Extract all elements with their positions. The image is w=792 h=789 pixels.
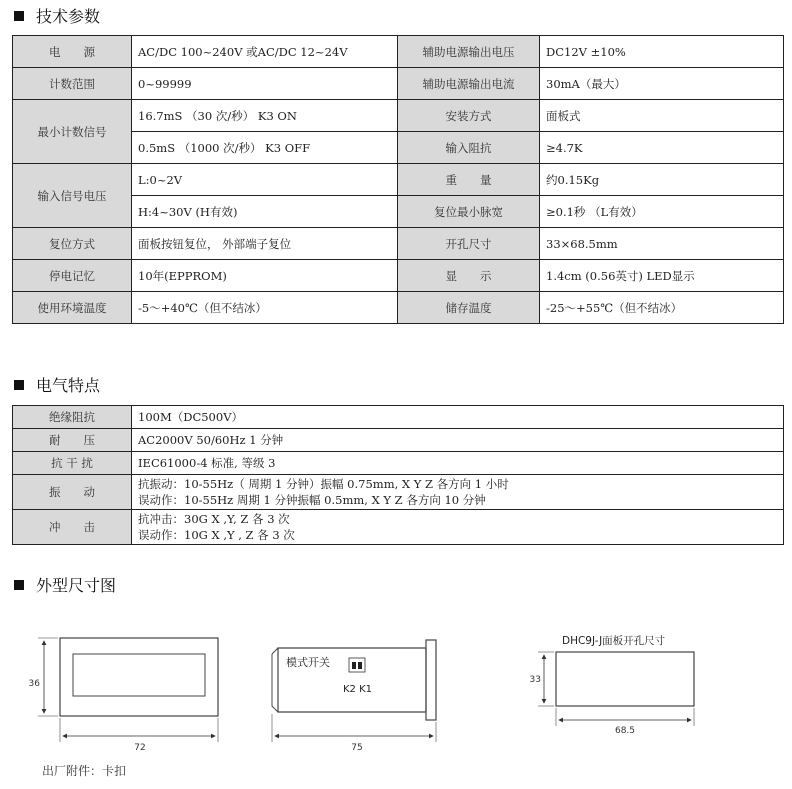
front-height-label: 36 xyxy=(28,679,40,689)
spec-value: -5～+40℃（但不结冰） xyxy=(132,292,398,324)
spec-label: 储存温度 xyxy=(398,292,540,324)
spec-value xyxy=(132,510,784,545)
table-row xyxy=(13,164,784,196)
section-title-text: 技术参数 xyxy=(36,7,101,26)
spec-value: 16.7mS （30 次/秒） K3 ON xyxy=(132,100,398,132)
tech-spec-table xyxy=(12,35,784,324)
spec-value: DC12V ±10% xyxy=(540,36,784,68)
spec-label: 显 示 xyxy=(398,260,540,292)
spec-value: AC2000V 50/60Hz 1 分钟 xyxy=(132,429,784,452)
section-title-tech xyxy=(14,4,100,27)
spec-value: ≥4.7K xyxy=(540,132,784,164)
mode-switch-icon xyxy=(349,658,365,672)
side-width-label: 75 xyxy=(351,743,363,753)
mode-switch-label: 模式开关 xyxy=(286,656,330,669)
shock-line-2: 误动作：10G X ,Y , Z 各 3 次 xyxy=(138,528,295,542)
cutout-outline xyxy=(556,652,694,706)
spec-label: 开孔尺寸 xyxy=(398,228,540,260)
spec-value: H:4~30V (H有效) xyxy=(132,196,398,228)
spec-label: 使用环境温度 xyxy=(13,292,132,324)
spec-label: 辅助电源输出电压 xyxy=(398,36,540,68)
spec-value: 1.4cm (0.56英寸) LED显示 xyxy=(540,260,784,292)
front-outline xyxy=(60,638,218,716)
side-front-flange xyxy=(426,640,436,720)
spec-value: IEC61000-4 标准, 等级 3 xyxy=(132,452,784,475)
spec-label: 辅助电源输出电流 xyxy=(398,68,540,100)
side-view-drawing xyxy=(272,640,436,753)
dimension-drawings xyxy=(0,610,792,760)
spec-label: 振 动 xyxy=(13,475,132,510)
section-title-text: 外型尺寸图 xyxy=(36,576,117,595)
spec-value: 0.5mS （1000 次/秒） K3 OFF xyxy=(132,132,398,164)
section-title-elec xyxy=(14,373,100,396)
spec-label: 停电记忆 xyxy=(13,260,132,292)
spec-value: 约0.15Kg xyxy=(540,164,784,196)
spec-value: -25～+55℃（但不结冰） xyxy=(540,292,784,324)
spec-label: 冲 击 xyxy=(13,510,132,545)
section-title-dims xyxy=(14,573,116,596)
table-row xyxy=(13,452,784,475)
spec-value xyxy=(132,475,784,510)
switch-ids-label: K2 K1 xyxy=(343,684,373,695)
spec-value: AC/DC 100~240V 或AC/DC 12~24V xyxy=(132,36,398,68)
table-row xyxy=(13,292,784,324)
front-display-window xyxy=(73,654,205,696)
spec-label: 耐 压 xyxy=(13,429,132,452)
table-row xyxy=(13,475,784,510)
table-row xyxy=(13,36,784,68)
spec-label: 最小计数信号 xyxy=(13,100,132,164)
spec-value: 100M（DC500V） xyxy=(132,406,784,429)
spec-label: 复位最小脉宽 xyxy=(398,196,540,228)
table-row xyxy=(13,429,784,452)
table-row xyxy=(13,510,784,545)
table-row xyxy=(13,228,784,260)
cutout-width-label: 68.5 xyxy=(614,726,636,736)
spec-value: ≥0.1秒 （L有效） xyxy=(540,196,784,228)
spec-value: 面板按钮复位， 外部端子复位 xyxy=(132,228,398,260)
square-bullet-icon xyxy=(14,380,24,390)
table-row xyxy=(13,406,784,429)
spec-value: 10年(EPPROM) xyxy=(132,260,398,292)
spec-label: 输入阻抗 xyxy=(398,132,540,164)
spec-label: 电 源 xyxy=(13,36,132,68)
section-title-text: 电气特点 xyxy=(36,376,101,395)
square-bullet-icon xyxy=(14,11,24,21)
electrical-table xyxy=(12,405,784,545)
front-view-drawing xyxy=(29,638,218,753)
spec-value: 30mA（最大） xyxy=(540,68,784,100)
spec-label: 安装方式 xyxy=(398,100,540,132)
cutout-view-drawing xyxy=(530,634,694,736)
table-row xyxy=(13,100,784,132)
spec-value: 0~99999 xyxy=(132,68,398,100)
spec-value: 面板式 xyxy=(540,100,784,132)
vibration-line-1: 抗振动：10-55Hz（ 周期 1 分钟）振幅 0.75mm, X Y Z 各方向 1 小时 xyxy=(138,477,509,491)
accessory-note: 出厂附件：卡扣 xyxy=(42,764,127,778)
cutout-height-label: 33 xyxy=(529,675,541,685)
shock-line-1: 抗冲击：30G X ,Y, Z 各 3 次 xyxy=(138,512,290,526)
vibration-line-2: 误动作：10-55Hz 周期 1 分钟振幅 0.5mm, X Y Z 各方向 10 分钟 xyxy=(138,493,486,507)
front-width-label: 72 xyxy=(134,743,146,753)
cutout-title: DHC9J-J面板开孔尺寸 xyxy=(562,635,666,647)
spec-label: 抗 干 扰 xyxy=(13,452,132,475)
spec-label: 计数范围 xyxy=(13,68,132,100)
table-row xyxy=(13,260,784,292)
spec-label: 绝缘阻抗 xyxy=(13,406,132,429)
spec-label: 输入信号电压 xyxy=(13,164,132,228)
spec-value: L:0~2V xyxy=(132,164,398,196)
spec-label: 复位方式 xyxy=(13,228,132,260)
spec-label: 重 量 xyxy=(398,164,540,196)
square-bullet-icon xyxy=(14,580,24,590)
table-row xyxy=(13,68,784,100)
spec-value: 33×68.5mm xyxy=(540,228,784,260)
